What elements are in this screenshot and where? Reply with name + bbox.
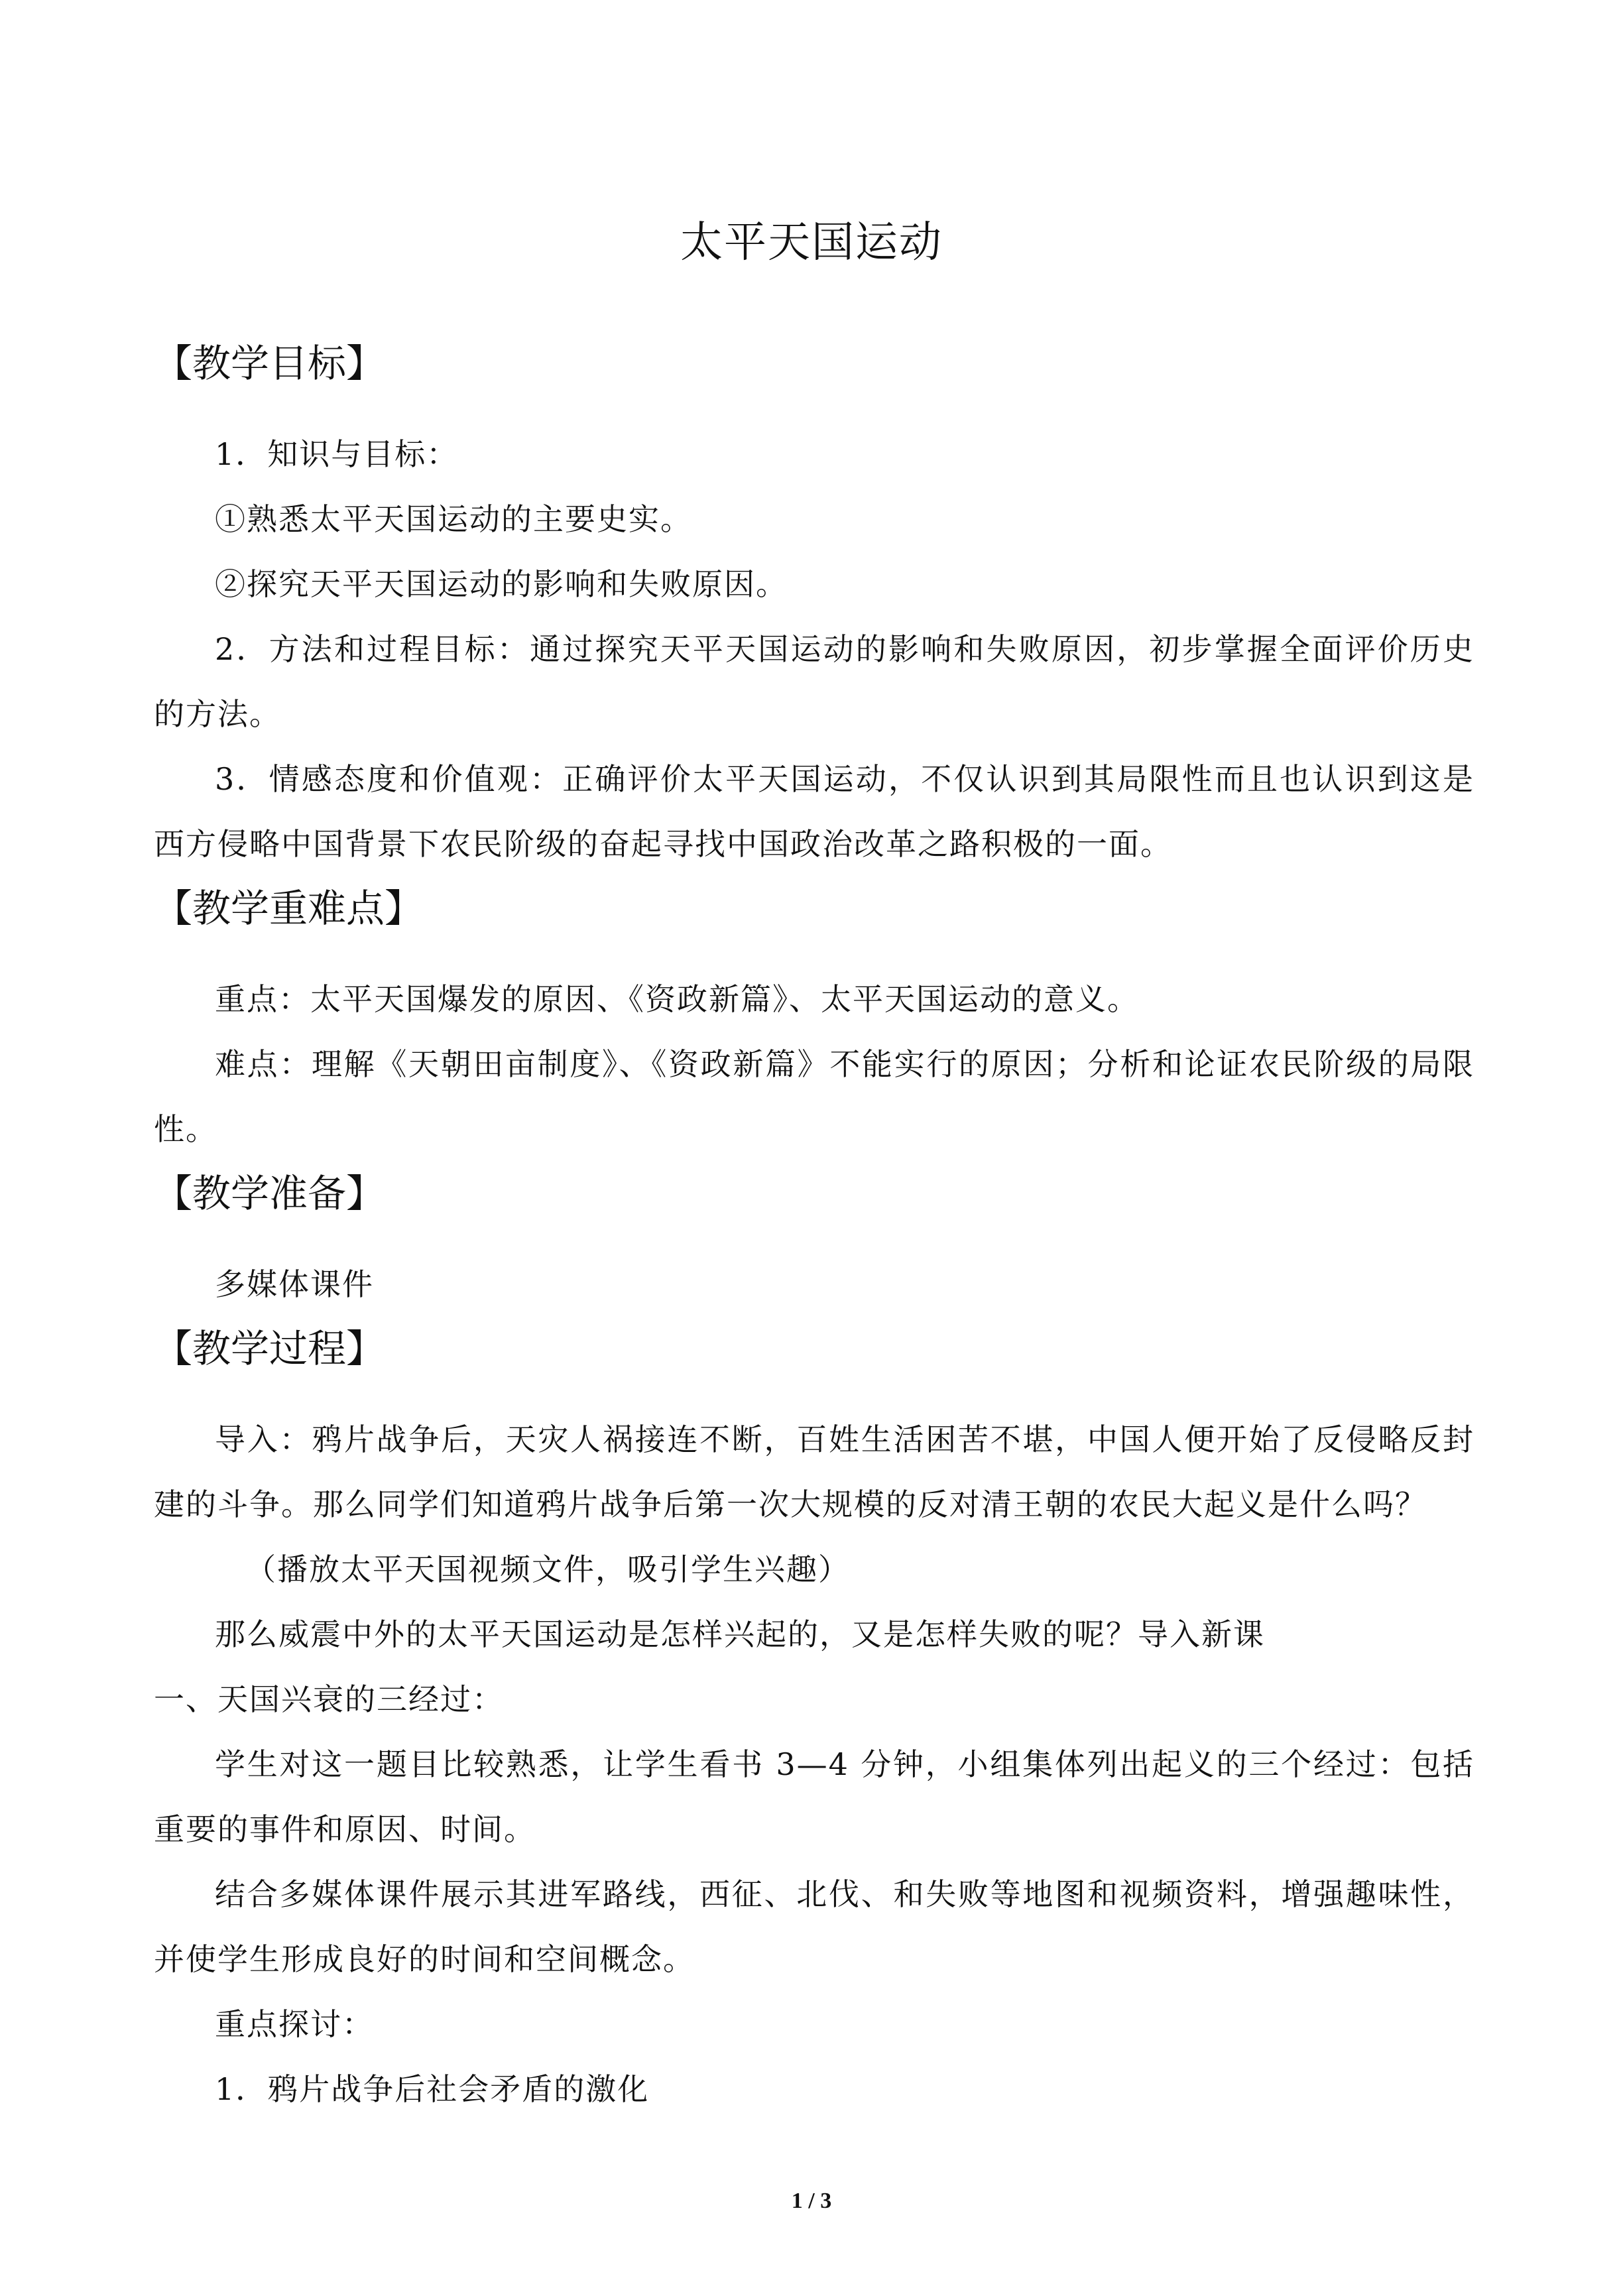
paragraph: ①熟悉太平天国运动的主要史实。 — [215, 501, 692, 537]
document-body — [154, 332, 1474, 2122]
paragraph: 2．方法和过程目标：通过探究天平天国运动的影响和失败原因，初步掌握全面评价历史的方法。 — [154, 631, 1474, 732]
paragraph: 那么威震中外的太平天国运动是怎样兴起的，又是怎样失败的呢？导入新课 — [215, 1616, 1265, 1652]
spacer — [154, 953, 1474, 967]
spacer — [154, 1394, 1474, 1407]
spacer — [154, 408, 1474, 422]
paragraph: 1．鸦片战争后社会矛盾的激化 — [215, 2071, 650, 2107]
paragraph: 重点探讨： — [215, 2006, 374, 2042]
section-heading-preparation: 【教学准备】 — [154, 1171, 385, 1216]
section-preparation — [154, 1162, 1474, 1317]
paragraph: 一、天国兴衰的三经过： — [154, 1681, 504, 1717]
section-objectives — [154, 332, 1474, 876]
paragraph: 难点：理解《天朝田亩制度》、《资政新篇》不能实行的原因；分析和论证农民阶级的局限性。 — [154, 1046, 1474, 1147]
paragraph: 学生对这一题目比较熟悉，让学生看书 3—4 分钟，小组集体列出起义的三个经过：包括重要的事件和原因、时间。 — [154, 1746, 1474, 1847]
paragraph: 多媒体课件 — [215, 1266, 374, 1302]
document-title: 太平天国运动 — [680, 218, 943, 267]
paragraph: 重点：太平天国爆发的原因、《资政新篇》、太平天国运动的意义。 — [215, 981, 1139, 1017]
spacer — [154, 1239, 1474, 1252]
section-key-points — [154, 876, 1474, 1162]
section-process — [154, 1317, 1474, 2122]
paragraph: 结合多媒体课件展示其进军路线，西征、北伐、和失败等地图和视频资料，增强趣味性，并使学生形成良好的时间和空间概念。 — [154, 1876, 1474, 1977]
paragraph: 3．情感态度和价值观：正确评价太平天国运动，不仅认识到其局限性而且也认识到这是西方侵略中国背景下农民阶级的奋起寻找中国政治改革之路积极的一面。 — [154, 761, 1474, 862]
paragraph: 导入：鸦片战争后，天灾人祸接连不断，百姓生活困苦不堪，中国人便开始了反侵略反封建的斗争。那么同学们知道鸦片战争后第一次大规模的反对清王朝的农民大起义是什么吗？ — [154, 1421, 1474, 1522]
paragraph: ②探究天平天国运动的影响和失败原因。 — [215, 566, 788, 602]
section-heading-key-points: 【教学重难点】 — [154, 886, 424, 931]
section-heading-objectives: 【教学目标】 — [154, 341, 385, 386]
paragraph: （播放太平天国视频文件，吸引学生兴趣） — [245, 1551, 850, 1587]
section-heading-process: 【教学过程】 — [154, 1326, 385, 1371]
page-number: 1 / 3 — [791, 2189, 832, 2213]
paragraph: 1．知识与目标： — [215, 436, 459, 472]
